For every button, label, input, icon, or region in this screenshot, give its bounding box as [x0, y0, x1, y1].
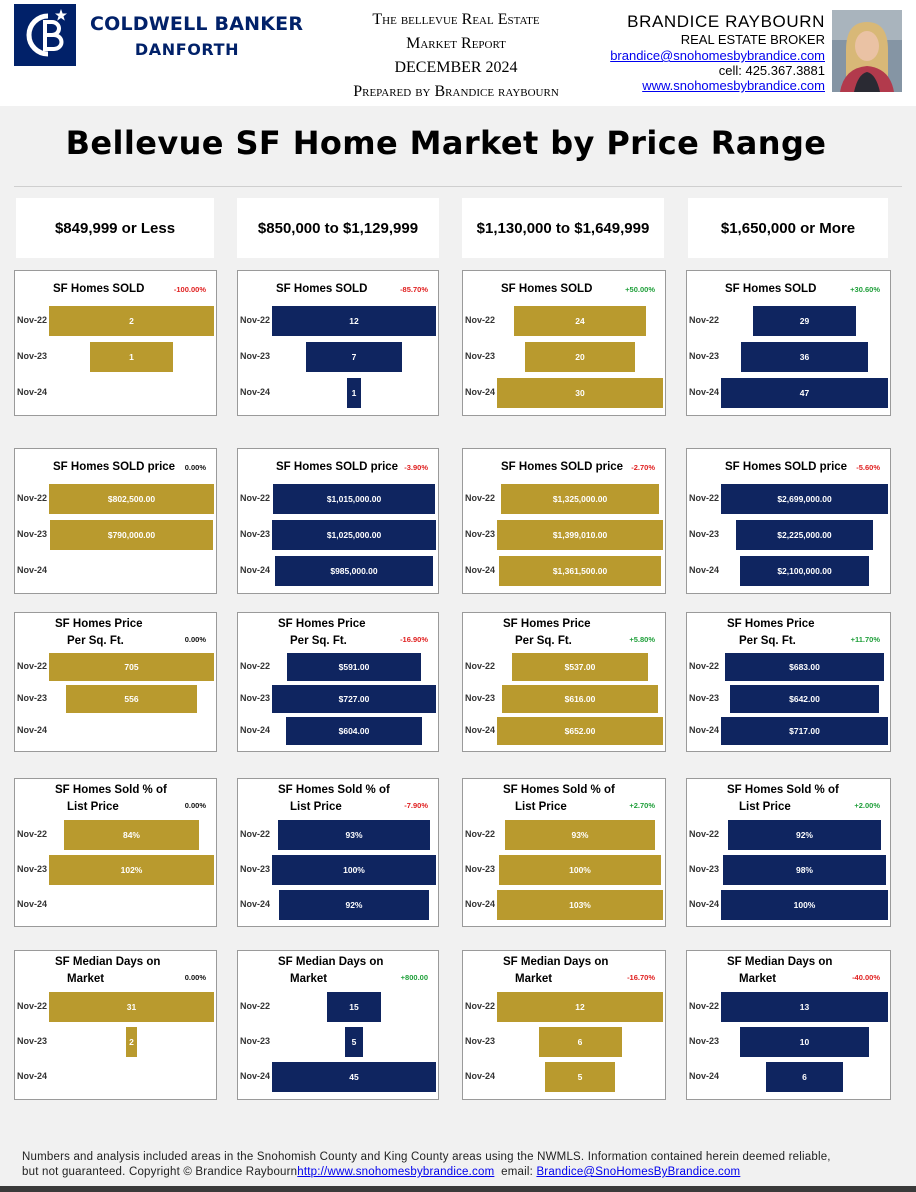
category-label: Nov-23 [17, 693, 48, 703]
chart-title: SF Homes SOLD [725, 283, 817, 295]
bar-mark [327, 992, 382, 1022]
chart-change-label: 0.00% [184, 801, 206, 810]
bar-value-label: 1 [129, 352, 134, 362]
bar-value-label: $2,225,000.00 [777, 530, 832, 540]
chart-change-label: -85.70% [400, 285, 428, 294]
category-label: Nov-23 [17, 863, 48, 874]
category-label: Nov-22 [465, 315, 496, 325]
bar-value-label: 10 [799, 1037, 810, 1047]
bar-mark [740, 1027, 868, 1057]
chart-change-label: -3.90% [404, 463, 428, 472]
bar-mark [499, 556, 661, 586]
bar-mark [539, 1027, 622, 1057]
category-label: Nov-24 [689, 898, 720, 909]
bar-mark [272, 306, 436, 336]
chart-change-label: +2.00% [854, 801, 880, 810]
bar-mark [49, 992, 214, 1022]
bar-chart-panel [686, 448, 891, 594]
cb-monogram-icon [14, 4, 76, 66]
bar-value-label: 5 [577, 1072, 583, 1083]
category-label: Nov-24 [465, 387, 496, 397]
category-label: Nov-24 [240, 387, 271, 397]
bar-value-label: 24 [575, 316, 585, 326]
agent-role: REAL ESTATE BROKER [680, 32, 825, 47]
bar-mark [721, 992, 888, 1022]
bar-mark [49, 653, 214, 681]
category-label: Nov-22 [240, 493, 271, 503]
chart-change-label: 0.00% [184, 635, 206, 644]
chart-change-label: 0.00% [184, 973, 206, 982]
category-label: Nov-22 [465, 828, 496, 839]
category-label: Nov-24 [465, 1071, 496, 1082]
chart-title: SF Median Days on Market [55, 956, 161, 985]
bar-chart-panel [237, 448, 439, 594]
chart-change-label: -100.00% [173, 285, 206, 294]
bar-value-label: 5 [351, 1037, 357, 1047]
bar-mark [721, 378, 888, 408]
category-label: Nov-24 [465, 565, 496, 575]
bar-value-label: $1,325,000.00 [552, 494, 608, 504]
bar-mark [126, 1027, 137, 1057]
bar-value-label: $985,000.00 [330, 566, 378, 576]
bar-mark [49, 306, 214, 336]
bar-value-label: $642.00 [789, 694, 820, 704]
bar-value-label: $1,399,010.00 [552, 530, 608, 540]
category-label: Nov-24 [17, 565, 48, 575]
category-label: Nov-22 [689, 493, 720, 503]
bar-mark [736, 520, 874, 550]
bar-value-label: $2,100,000.00 [777, 566, 832, 576]
bar-chart-panel [237, 778, 439, 927]
footer-website-link[interactable]: http://www.snohomesbybrandice.com [297, 1166, 495, 1178]
bar-value-label: 93% [571, 829, 589, 840]
bar-mark [49, 484, 214, 514]
report-date: DECEMBER 2024 [394, 59, 518, 76]
bar-chart-panel [14, 612, 217, 752]
bar-value-label: 92% [795, 829, 813, 840]
bar-value-label: 93% [345, 829, 363, 840]
bar-chart-panel [686, 950, 891, 1100]
bar-mark [514, 306, 647, 336]
chart-title: SF Homes Price Per Sq. Ft. [727, 618, 815, 647]
chart-title: SF Homes SOLD price [53, 461, 176, 473]
chart-change-label: +50.00% [625, 285, 655, 294]
bar-value-label: 20 [575, 352, 585, 362]
category-label: Nov-23 [465, 1036, 496, 1046]
bar-mark [497, 378, 663, 408]
category-label: Nov-24 [689, 387, 720, 397]
category-label: Nov-24 [240, 565, 271, 575]
chart-title: SF Homes SOLD price [276, 461, 399, 473]
category-label: Nov-23 [689, 1036, 720, 1046]
bar-value-label: $1,025,000.00 [326, 530, 382, 540]
bar-chart-panel [462, 950, 666, 1100]
bar-chart-panel [237, 612, 439, 752]
price-range-header: $850,000 to $1,129,999 [237, 198, 439, 258]
chart-change-label: +5.80% [629, 635, 655, 644]
bar-mark [272, 1062, 436, 1092]
category-label: Nov-22 [240, 1000, 271, 1011]
category-label: Nov-23 [240, 693, 271, 703]
bar-mark [497, 520, 663, 550]
bar-mark [347, 378, 361, 408]
category-label: Nov-24 [17, 898, 48, 909]
chart-change-label: +800.00 [400, 973, 428, 982]
category-label: Nov-23 [689, 529, 720, 539]
price-range-header: $1,130,000 to $1,649,999 [462, 198, 664, 258]
bar-value-label: $1,015,000.00 [326, 494, 382, 504]
category-label: Nov-24 [689, 1071, 720, 1082]
bar-value-label: $591.00 [338, 662, 370, 672]
bar-value-label: 47 [799, 388, 810, 398]
bar-mark [497, 890, 663, 920]
bar-mark [49, 855, 214, 885]
bar-value-label: 2 [129, 1037, 134, 1047]
bar-value-label: $683.00 [789, 662, 820, 672]
chart-title: SF Median Days on Market [503, 956, 609, 985]
agent-contact [560, 12, 825, 93]
footer-disclaimer: Numbers and analysis included areas in the Snohomish County and King County areas using the NWMLS. Information contained herein deemed reliable, but not guaranteed. Copyright © Brandice Raybournhttp://www.snohomesbybrandice.com email: Brandice@SnoHomesByBrandice.com [22, 1151, 831, 1178]
chart-title: SF Median Days on Market [278, 956, 384, 985]
bar-mark [545, 1062, 614, 1092]
bar-mark [728, 820, 882, 850]
bar-value-label: 36 [799, 352, 810, 362]
bar-value-label: $717.00 [789, 726, 820, 736]
category-label: Nov-24 [240, 898, 271, 909]
category-label: Nov-24 [465, 725, 496, 735]
bar-value-label: 7 [351, 352, 357, 362]
category-label: Nov-22 [17, 828, 48, 839]
bar-value-label: $616.00 [564, 694, 596, 704]
bar-mark [272, 520, 436, 550]
bar-value-label: 100% [793, 899, 816, 910]
bar-mark [725, 653, 884, 681]
bar-chart-panel [237, 950, 439, 1100]
chart-title: SF Homes SOLD [501, 283, 593, 295]
bar-mark [272, 685, 436, 713]
logo-brand-name: COLDWELL BANKER [90, 13, 304, 35]
bar-value-label: 31 [126, 1001, 137, 1012]
chart-change-label: +11.70% [850, 635, 880, 644]
bar-mark [497, 992, 663, 1022]
bar-mark [272, 855, 436, 885]
category-label: Nov-24 [240, 725, 271, 735]
category-label: Nov-23 [689, 693, 720, 703]
category-label: Nov-23 [240, 351, 271, 361]
bar-mark [505, 820, 655, 850]
bar-chart-panel [462, 778, 666, 927]
bar-value-label: $802,500.00 [107, 494, 156, 504]
chart-change-label: -2.70% [631, 463, 655, 472]
bar-value-label: 12 [575, 1001, 585, 1012]
agent-name: BRANDICE RAYBOURN [627, 12, 825, 31]
bar-mark [525, 342, 636, 372]
bar-chart-panel [686, 778, 891, 927]
bar-value-label: 13 [799, 1001, 810, 1012]
bar-value-label: 92% [345, 899, 363, 910]
chart-change-label: 0.00% [184, 463, 206, 472]
report-title: The bellevue Real Estate Market Report DECEMBER 2024 Prepared by Brandice raybourn [316, 8, 596, 104]
bar-value-label: 100% [569, 864, 591, 875]
chart-title: SF Homes SOLD price [725, 461, 848, 473]
category-label: Nov-23 [240, 1036, 271, 1046]
bar-value-label: 102% [120, 864, 143, 875]
bar-mark [279, 890, 430, 920]
category-label: Nov-22 [689, 828, 720, 839]
category-label: Nov-24 [240, 1071, 271, 1082]
category-label: Nov-23 [17, 351, 48, 361]
category-label: Nov-23 [465, 863, 496, 874]
bar-value-label: 705 [124, 662, 139, 672]
bar-mark [502, 685, 659, 713]
bar-mark [278, 820, 431, 850]
bar-mark [275, 556, 433, 586]
category-label: Nov-22 [17, 493, 48, 503]
category-label: Nov-24 [689, 725, 720, 735]
chart-title: SF Homes Sold % of List Price [503, 784, 615, 813]
bar-value-label: 103% [569, 899, 591, 910]
chart-change-label: -16.90% [400, 635, 428, 644]
chart-change-label: -16.70% [627, 973, 655, 982]
agent-email-link[interactable]: brandice@snohomesbybrandice.com [610, 48, 825, 63]
chart-title: SF Homes Price Per Sq. Ft. [278, 618, 366, 647]
bar-mark [721, 717, 888, 745]
bar-mark [753, 306, 856, 336]
chart-change-label: -7.90% [404, 801, 428, 810]
bar-value-label: $652.00 [564, 726, 596, 736]
header [0, 0, 916, 106]
bar-mark [273, 484, 435, 514]
category-label: Nov-22 [17, 661, 48, 671]
bar-mark [721, 484, 888, 514]
bar-chart-panel [14, 270, 217, 416]
bar-value-label: 100% [343, 864, 365, 875]
bar-chart-panel [686, 270, 891, 416]
coldwell-banker-logo[interactable] [14, 4, 304, 68]
bar-mark [345, 1027, 363, 1057]
category-label: Nov-23 [240, 863, 271, 874]
category-label: Nov-22 [689, 661, 720, 671]
footer-email-link[interactable]: Brandice@SnoHomesByBrandice.com [536, 1166, 741, 1178]
category-label: Nov-22 [240, 661, 271, 671]
category-label: Nov-23 [465, 693, 496, 703]
bar-value-label: 15 [349, 1001, 359, 1012]
category-label: Nov-22 [689, 315, 720, 325]
bar-mark [90, 342, 173, 372]
category-label: Nov-22 [17, 315, 48, 325]
bar-mark [766, 1062, 843, 1092]
chart-title: SF Homes Sold % of List Price [727, 784, 839, 813]
bar-mark [721, 890, 888, 920]
bottom-bar [0, 1186, 916, 1192]
category-label: Nov-23 [240, 529, 271, 539]
chart-change-label: +2.70% [629, 801, 655, 810]
bar-value-label: 30 [575, 388, 585, 398]
bar-mark [723, 855, 887, 885]
category-label: Nov-22 [465, 493, 496, 503]
bar-mark [740, 556, 870, 586]
category-label: Nov-24 [17, 1071, 48, 1082]
bar-value-label: $604.00 [338, 726, 370, 736]
bar-value-label: $537.00 [564, 662, 596, 672]
bar-mark [64, 820, 200, 850]
category-label: Nov-22 [17, 1000, 48, 1011]
category-label: Nov-23 [689, 863, 720, 874]
agent-photo [832, 10, 902, 92]
bar-value-label: 6 [802, 1072, 807, 1083]
bar-value-label: 84% [122, 829, 140, 840]
category-label: Nov-24 [17, 725, 48, 735]
category-label: Nov-23 [689, 351, 720, 361]
bar-value-label: $790,000.00 [107, 530, 156, 540]
bar-chart-panel [14, 448, 217, 594]
bar-mark [306, 342, 402, 372]
bar-mark [741, 342, 869, 372]
bar-value-label: 1 [351, 388, 357, 398]
page-title: Bellevue SF Home Market by Price Range [65, 124, 827, 162]
category-label: Nov-22 [689, 1000, 720, 1011]
agent-cell: cell: 425.367.3881 [718, 63, 825, 78]
category-label: Nov-22 [465, 1000, 496, 1011]
bar-mark [497, 717, 663, 745]
category-label: Nov-22 [465, 661, 496, 671]
chart-title: SF Homes SOLD [276, 283, 368, 295]
bar-value-label: $727.00 [338, 694, 370, 704]
category-label: Nov-23 [17, 1036, 48, 1046]
category-label: Nov-23 [465, 351, 496, 361]
category-label: Nov-24 [689, 565, 720, 575]
bar-mark [499, 855, 660, 885]
chart-title: SF Homes Price Per Sq. Ft. [503, 618, 591, 647]
chart-title: SF Homes SOLD price [501, 461, 624, 473]
price-range-header: $849,999 or Less [16, 198, 214, 258]
bar-value-label: 2 [129, 316, 134, 326]
bar-value-label: 6 [577, 1037, 583, 1047]
bar-mark [287, 653, 420, 681]
agent-website-link[interactable]: www.snohomesbybrandice.com [642, 78, 825, 93]
bar-mark [66, 685, 196, 713]
bar-mark [730, 685, 880, 713]
bar-chart-panel [462, 448, 666, 594]
category-label: Nov-23 [465, 529, 496, 539]
chart-change-label: +30.60% [850, 285, 880, 294]
logo-office-name: DANFORTH [134, 40, 240, 59]
chart-change-label: -40.00% [852, 973, 880, 982]
bar-mark [512, 653, 649, 681]
chart-title: SF Homes SOLD [53, 283, 145, 295]
bar-chart-panel [14, 778, 217, 927]
chart-title: SF Homes Price Per Sq. Ft. [55, 618, 143, 647]
bar-value-label: 45 [349, 1072, 359, 1083]
category-label: Nov-22 [240, 828, 271, 839]
bar-mark [501, 484, 658, 514]
category-label: Nov-23 [17, 529, 48, 539]
bar-value-label: 12 [349, 316, 359, 326]
category-label: Nov-24 [465, 898, 496, 909]
bar-chart-panel [14, 950, 217, 1100]
bar-value-label: 98% [795, 864, 813, 875]
bar-chart-panel [237, 270, 439, 416]
chart-change-label: -5.60% [856, 463, 880, 472]
chart-title: SF Homes Sold % of List Price [55, 784, 167, 813]
bar-value-label: $2,699,000.00 [777, 494, 832, 504]
bar-chart-panel [462, 612, 666, 752]
bar-mark [50, 520, 212, 550]
price-range-header: $1,650,000 or More [688, 198, 888, 258]
title-divider [14, 186, 902, 187]
bar-chart-panel [462, 270, 666, 416]
bar-chart-panel [686, 612, 891, 752]
bar-value-label: 556 [124, 694, 139, 704]
category-label: Nov-22 [240, 315, 271, 325]
chart-title: SF Homes Sold % of List Price [278, 784, 390, 813]
bar-value-label: 29 [799, 316, 810, 326]
bar-mark [286, 717, 422, 745]
bar-value-label: $1,361,500.00 [552, 566, 608, 576]
chart-title: SF Median Days on Market [727, 956, 833, 985]
category-label: Nov-24 [17, 387, 48, 397]
